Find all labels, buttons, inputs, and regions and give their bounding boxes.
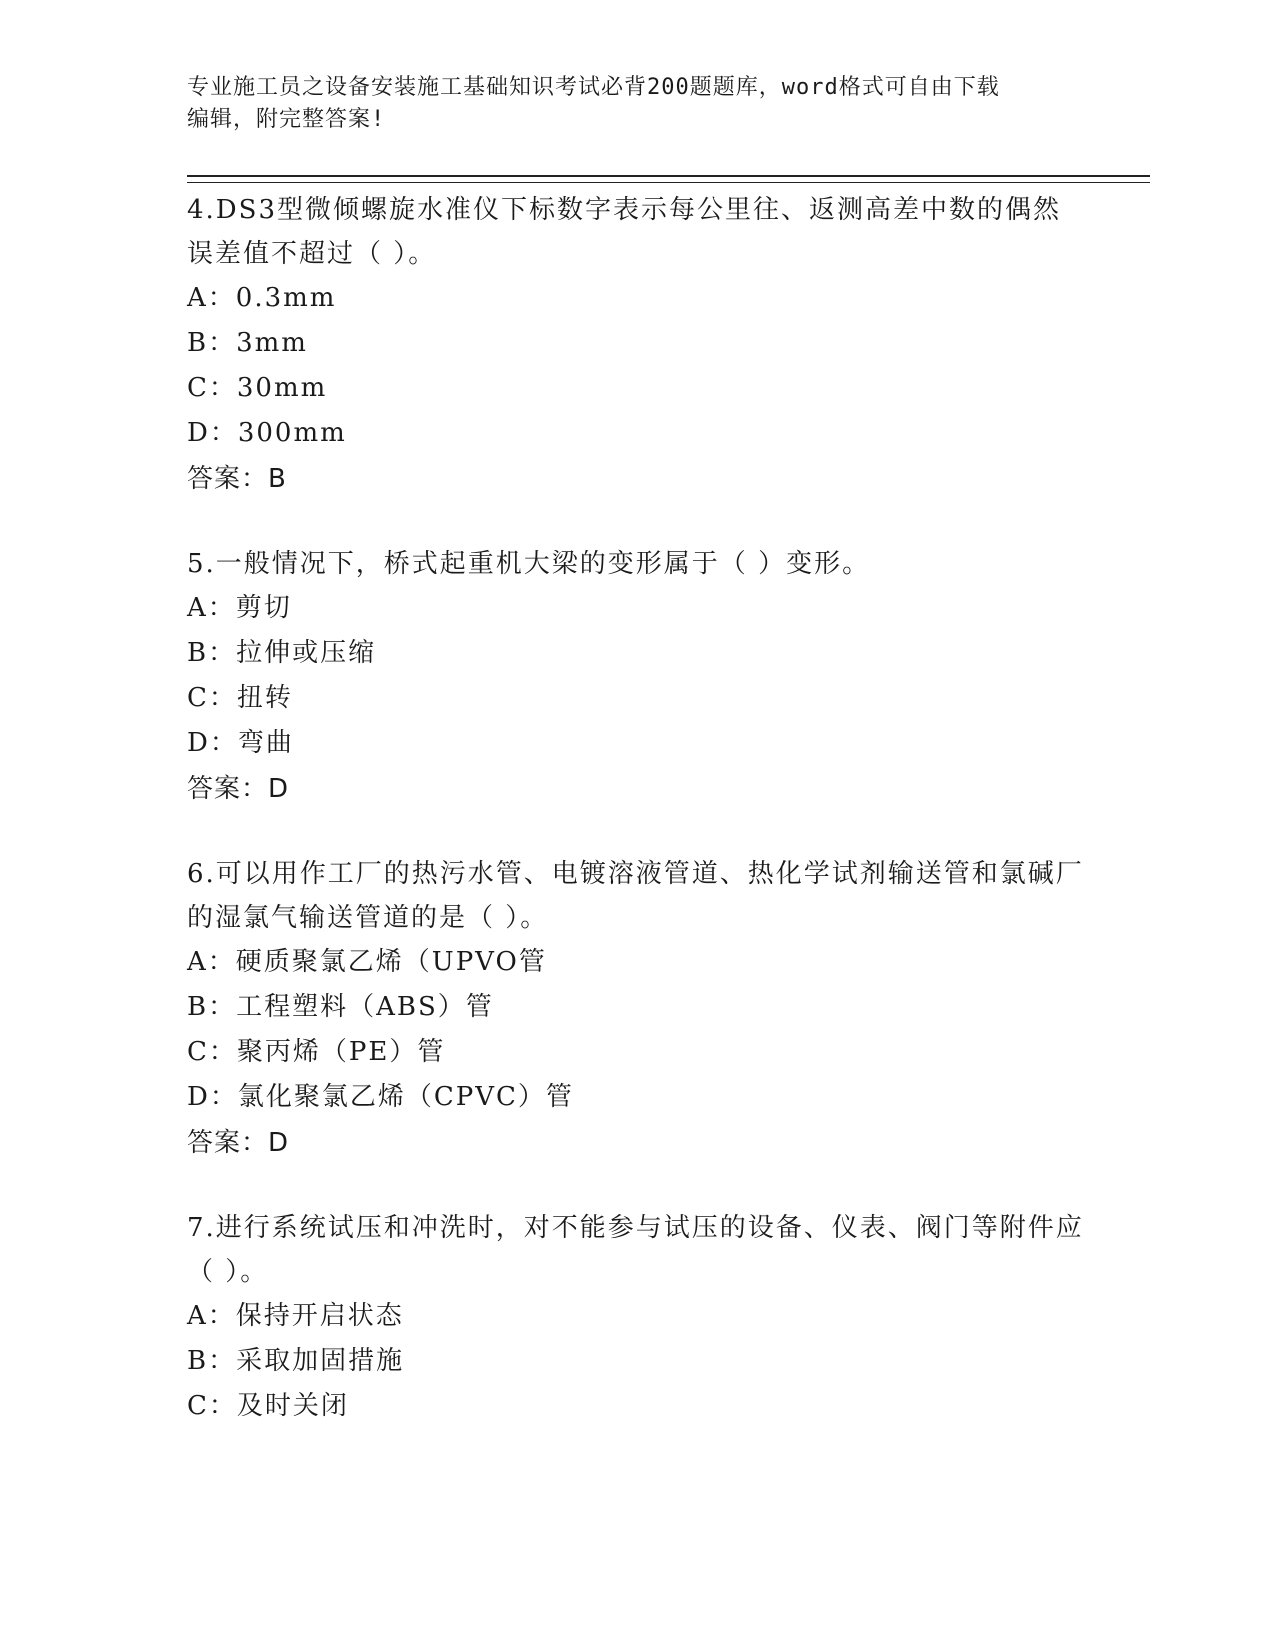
option-a: A：0.3mm <box>187 283 337 313</box>
option-b: B：工程塑料（ABS）管 <box>187 992 494 1022</box>
option-b: B：拉伸或压缩 <box>187 638 377 668</box>
question-5 <box>187 542 1087 812</box>
option-b: B：3mm <box>187 328 308 358</box>
header-title-line-2: 编辑，附完整答案! <box>187 107 386 132</box>
option-d: D：弯曲 <box>187 728 294 758</box>
option-c: C：及时关闭 <box>187 1391 349 1421</box>
question-6 <box>187 852 1087 1166</box>
header-divider-thin <box>187 182 1150 183</box>
header-title-line-1: 专业施工员之设备安装施工基础知识考试必背200题题库，word格式可自由下载 <box>187 75 1000 100</box>
option-c: C：聚丙烯（PE）管 <box>187 1037 446 1067</box>
question-list <box>187 188 1087 1469</box>
option-b: B：采取加固措施 <box>187 1346 405 1376</box>
question-stem: 7.进行系统试压和冲洗时，对不能参与试压的设备、仪表、阀门等附件应（ ）。 <box>187 1213 1084 1287</box>
question-stem: 5.一般情况下，桥式起重机大梁的变形属于（ ）变形。 <box>187 549 871 579</box>
answer-label: 答案：D <box>187 1128 290 1158</box>
option-d: D：300mm <box>187 418 347 448</box>
option-c: C：30mm <box>187 373 328 403</box>
header-divider-thick <box>187 175 1150 177</box>
question-stem: 6.可以用作工厂的热污水管、电镀溶液管道、热化学试剂输送管和氯碱厂的湿氯气输送管道的是（ ）。 <box>187 859 1084 933</box>
answer-label: 答案：D <box>187 774 290 804</box>
question-7 <box>187 1206 1087 1429</box>
question-4 <box>187 188 1087 502</box>
option-a: A：保持开启状态 <box>187 1301 404 1331</box>
option-c: C：扭转 <box>187 683 293 713</box>
option-d: D：氯化聚氯乙烯（CPVC）管 <box>187 1082 574 1112</box>
document-header <box>187 72 1067 136</box>
answer-label: 答案：B <box>187 464 287 494</box>
question-stem: 4.DS3型微倾螺旋水准仪下标数字表示每公里往、返测高差中数的偶然误差值不超过（ ）。 <box>187 195 1062 269</box>
option-a: A：硬质聚氯乙烯（UPVO管 <box>187 947 547 977</box>
option-a: A：剪切 <box>187 593 292 623</box>
